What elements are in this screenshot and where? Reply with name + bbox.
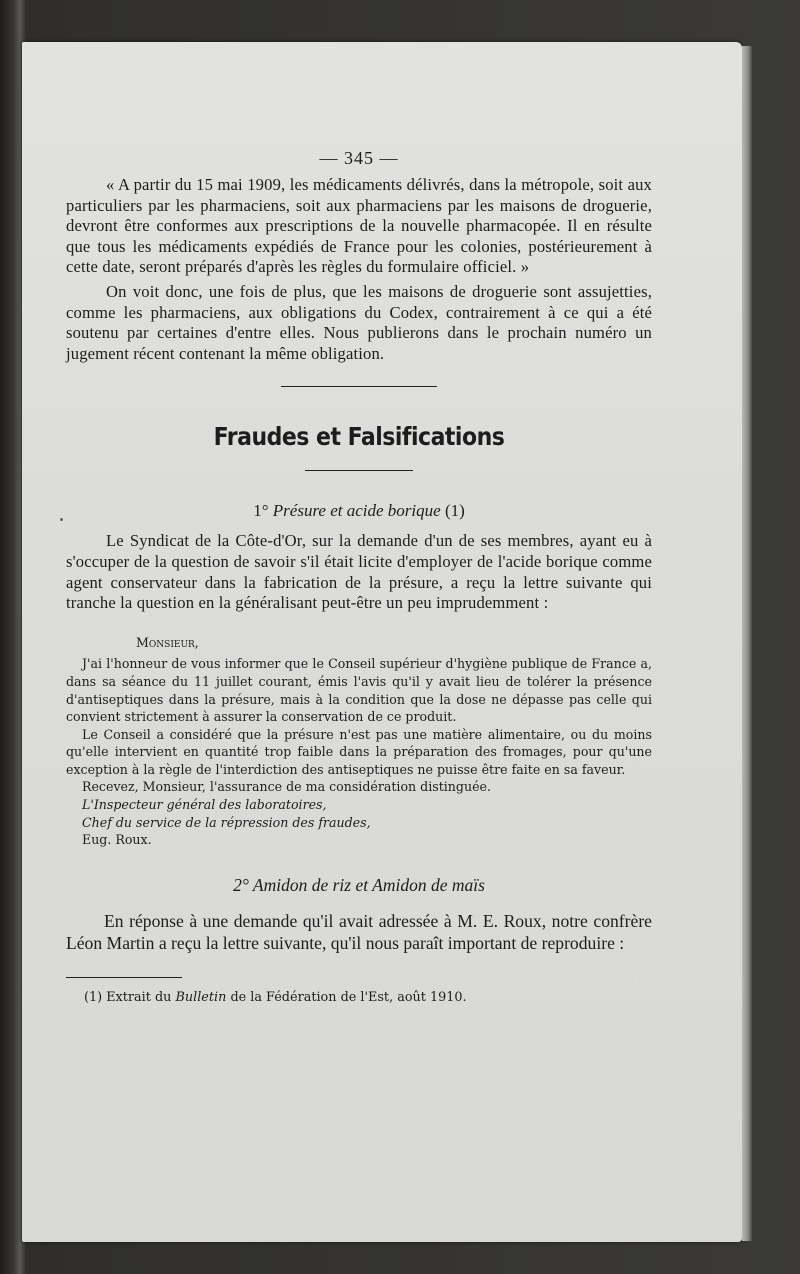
footnote-text: de la Fédération de l'Est, août 1910.: [230, 989, 467, 1005]
letter-salutation: Monsieur,: [136, 634, 199, 650]
speck: [60, 518, 63, 521]
section-title: Fraudes et Falsifications: [213, 423, 505, 453]
letter-paragraph: J'ai l'honneur de vous informer que le Conseil supérieur d'hygiène publique de France a, dans sa séance du 11 juillet courant, émis l'avis qu'il y avait lieu de tolérer la présence d'antiseptiques dans la présure, mais à la condition que la dose ne dépasse pas celle qui convient strictement à assurer la conservation de ce produit.: [66, 656, 652, 725]
intro-paragraph: On voit donc, une fois de plus, que les maisons de droguerie sont assujetties, comme les pharmaciens, aux obligations du Codex, contrairement à ce qui a été soutenu par certaines d'entre elles. Nous publierons dans le prochain numéro un jugement récent contenant la même obligation.: [66, 281, 652, 363]
subsection-1-paragraph: Le Syndicat de la Côte-d'Or, sur la demande d'un de ses membres, ayant eu à s'occuper de la question de savoir s'il était licite d'employer de l'acide borique comme agent conservateur dans la fabrication de la présure, a reçu la lettre suivante qui tranche la question en la généralisant peut-être un peu imprudemment :: [66, 531, 652, 613]
subsection-1-number: 1°: [253, 501, 269, 521]
subsection-1-title: Présure et acide borique: [272, 501, 441, 521]
letter-paragraph: Le Conseil a considéré que la présure n'est pas une matière alimentaire, ou du moins qu'elle intervient en quantité trop faible dans la préparation des fromages, pour qu'une exception à la règle de l'interdiction des antiseptiques ne puisse être faite en sa faveur.: [66, 726, 652, 777]
signature-title-1: L'Inspecteur général des laboratoires,: [82, 797, 327, 813]
page-content: [66, 100, 652, 1005]
footnote-rule: [66, 977, 182, 978]
page-number: — 345 —: [319, 148, 399, 168]
section-divider: [281, 386, 437, 387]
subsection-2-heading: 2° Amidon de riz et Amidon de maïs: [233, 874, 485, 895]
signature-name: Eug. Roux.: [82, 832, 152, 848]
subsection-2-paragraph: En réponse à une demande qu'il avait adressée à M. E. Roux, notre confrère Léon Martin a reçu la lettre suivante, qu'il nous paraît important de reproduire :: [66, 910, 652, 954]
title-underline: [305, 470, 413, 471]
letter-closing: Recevez, Monsieur, l'assurance de ma considération distinguée.: [82, 779, 491, 795]
intro-quote-paragraph: « A partir du 15 mai 1909, les médicaments délivrés, dans la métropole, soit aux particuliers par les pharmaciens, soit aux pharmaciens par les maisons de droguerie, devront être conformes aux prescriptions de la nouvelle pharmacopée. Il en résulte que tous les médicaments expédiés de France pour les colonies, postérieurement à cette date, seront préparés d'après les règles du formulaire officiel. »: [66, 175, 652, 277]
quoted-letter: [66, 634, 652, 849]
page-edge: [742, 46, 752, 1241]
subsection-1-heading: [66, 501, 652, 521]
footnote-reference: (1): [444, 501, 465, 521]
footnote-publication: Bulletin: [175, 989, 227, 1005]
footnote-number: (1) Extrait du: [84, 989, 172, 1005]
footnote: [66, 990, 652, 1005]
signature-title-2: Chef du service de la répression des fraudes,: [82, 814, 371, 830]
